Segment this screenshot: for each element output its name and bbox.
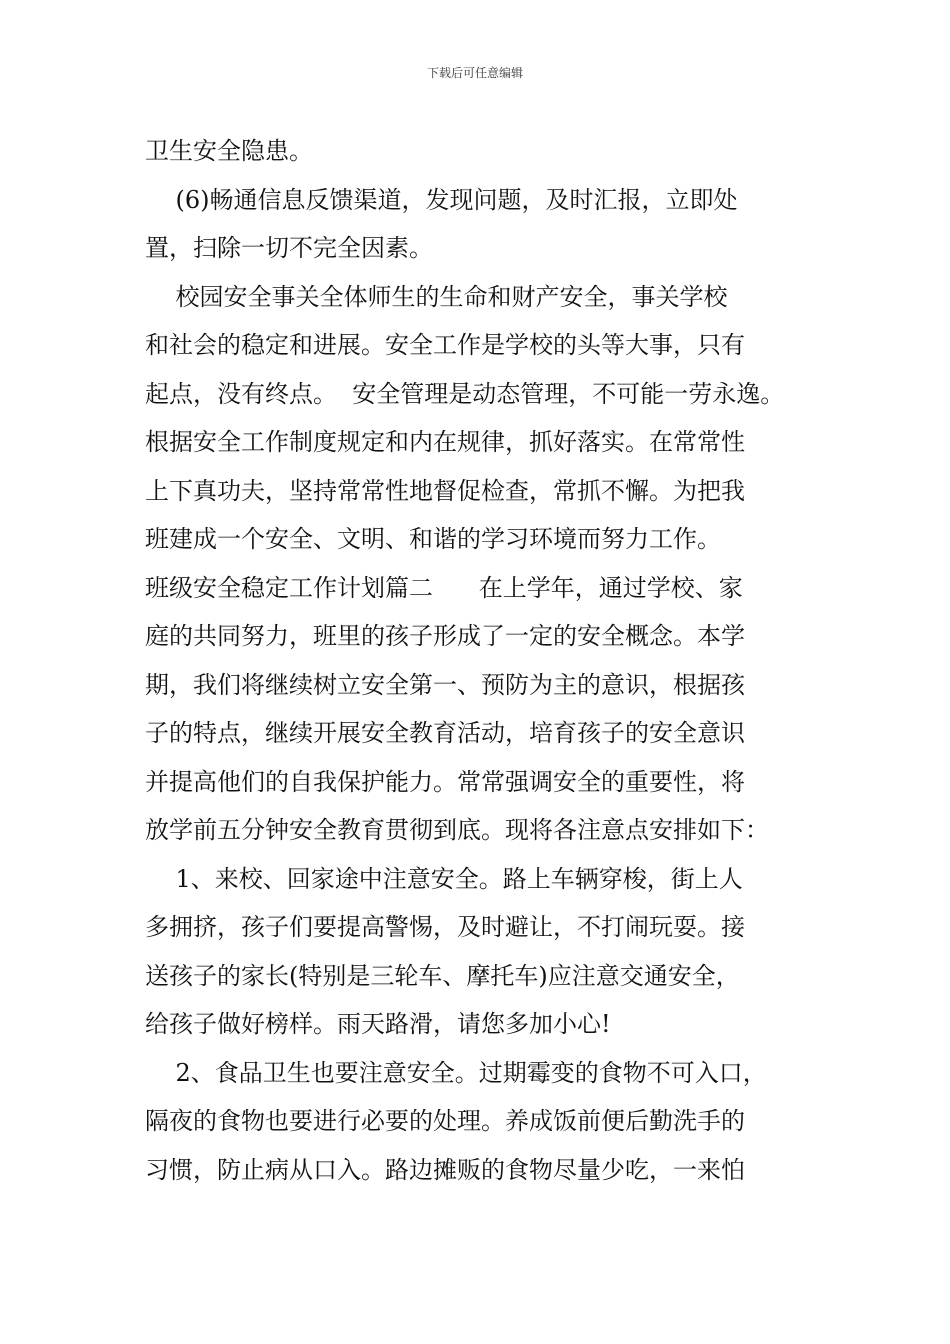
text-line: 和社会的稳定和进展。安全工作是学校的头等大事，只有: [145, 331, 745, 359]
text-line: 置，扫除一切不完全因素。: [145, 234, 433, 262]
text-line: 子的特点，继续开展安全教育活动，培育孩子的安全意识: [145, 719, 745, 747]
text-line: 并提高他们的自我保护能力。常常强调安全的重要性，将: [145, 767, 745, 796]
text-line: 放学前五分钟安全教育贯彻到底。现将各注意点安排如下：: [145, 816, 769, 844]
text-line: 期，我们将继续树立安全第一、预防为主的意识，根据孩: [145, 670, 745, 699]
text-line: 送孩子的家长(特别是三轮车、摩托车)应注意交通安全，: [145, 961, 740, 990]
text-line: 习惯，防止病从口入。路边摊贩的食物尽量少吃，一来怕: [145, 1155, 745, 1184]
section-heading-line: 班级安全稳定工作计划篇二 在上学年，通过学校、家: [145, 573, 743, 602]
text-line: 多拥挤，孩子们要提高警惕，及时避让，不打闹玩耍。接: [145, 913, 745, 941]
text-line: 根据安全工作制度规定和内在规律，抓好落实。在常常性: [145, 428, 745, 456]
text-line: 2、食品卫生也要注意安全。过期霉变的食物不可入口，: [145, 1058, 767, 1087]
text-line: 起点，没有终点。 安全管理是动态管理，不可能一劳永逸。: [145, 379, 785, 408]
text-line: 给孩子做好榜样。雨天路滑，请您多加小心!: [145, 1010, 611, 1038]
text-line: (6)畅通信息反馈渠道，发现问题，及时汇报，立即处: [145, 185, 738, 214]
text-line: 校园安全事关全体师生的生命和财产安全，事关学校: [145, 282, 728, 311]
text-line: 卫生安全隐患。: [145, 137, 313, 165]
page-header: 下载后可任意编辑: [426, 66, 523, 80]
text-line: 庭的共同努力，班里的孩子形成了一定的安全概念。本学: [145, 622, 745, 650]
text-line: 1、来校、回家途中注意安全。路上车辆穿梭，街上人: [145, 864, 743, 893]
text-line: 班建成一个安全、文明、和谐的学习环境而努力工作。: [145, 525, 721, 553]
text-line: 上下真功夫，坚持常常性地督促检查，常抓不懈。为把我: [145, 476, 745, 505]
text-line: 隔夜的食物也要进行必要的处理。养成饭前便后勤洗手的: [145, 1107, 745, 1135]
document-body: [145, 127, 825, 1194]
